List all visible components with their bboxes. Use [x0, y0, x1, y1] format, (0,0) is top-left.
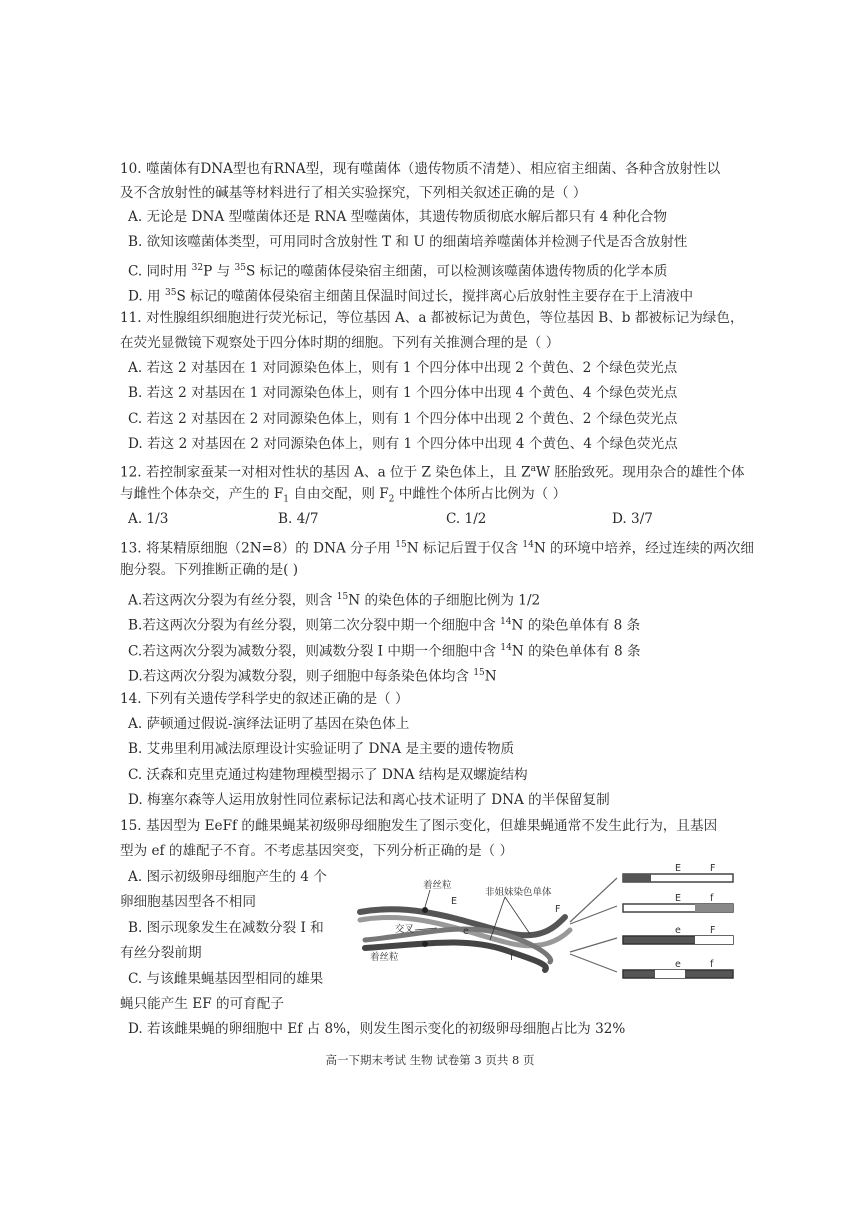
question-14-option-a: A. 萨顿通过假说-演绎法证明了基因在染色体上: [128, 716, 410, 732]
label-centromere-top: 着丝粒: [423, 880, 452, 891]
question-13-option-d: D.若这两次分裂为减数分裂，则子细胞中每条染色体均含 $^{15}$N: [128, 668, 497, 685]
question-13-option-c: C.若这两次分裂为减数分裂，则减数分裂 I 中期一个细胞中含 $^{14}$N 的染色单体有 8 条: [128, 643, 641, 660]
question-15-option-c-cont: 蝇只能产生 EF 的可育配子: [120, 996, 284, 1012]
result-3-gene-1: e: [675, 925, 681, 936]
label-centromere-bottom: 着丝粒: [370, 952, 399, 963]
question-15-option-d: D. 若该雌果蝇的卵细胞中 Ef 占 8%，则发生图示变化的初级卵母细胞占比为 32%: [128, 1021, 626, 1037]
question-11-option-a: A. 若这 2 对基因在 1 对同源染色体上，则有 1 个四分体中出现 2 个黄色、2 个绿色荧光点: [128, 360, 678, 376]
question-15-option-b: B. 图示现象发生在减数分裂 I 和: [128, 920, 324, 936]
centromere-top: [422, 907, 428, 913]
gene-label-E: E: [451, 896, 458, 907]
question-12-option-b: B. 4/7: [278, 511, 319, 527]
question-12-option-a: A. 1/3: [128, 511, 169, 527]
question-11-stem: 11. 对性腺组织细胞进行荧光标记，等位基因 A、a 都被标记为黄色，等位基因 B、b 都被标记为绿色，: [120, 310, 744, 326]
page-footer: 高一下期末考试 生物 试卷第 3 页共 8 页: [325, 1053, 535, 1067]
question-13-stem: 13. 将某精原细胞（2N=8）的 DNA 分子用 $^{15}$N 标记后置于仅含 $^{14}$N 的环境中培养，经过连续的两次细: [120, 540, 754, 557]
question-10-option-b: B. 欲知该噬菌体类型，可用同时含放射性 T 和 U 的细菌培养噬菌体并检测子代是否含放射性: [128, 234, 688, 250]
result-3-gene-2: F: [710, 925, 716, 936]
result-chromatid-4: [623, 959, 733, 978]
result-4-gene-1: e: [675, 959, 681, 970]
leader-centromere-top: [425, 890, 430, 907]
question-14-option-d: D. 梅塞尔森等人运用放射性同位素标记法和离心技术证明了 DNA 的半保留复制: [128, 792, 610, 808]
result-chromatid-3: [623, 925, 733, 944]
question-13-option-b: B.若这两次分裂为有丝分裂，则第二次分裂中期一个细胞中含 $^{14}$N 的染色单体有 8 条: [128, 617, 641, 634]
question-15-stem-cont: 型为 ef 的雄配子不育。不考虑基因突变，下列分析正确的是（ ）: [120, 843, 514, 859]
question-11-option-b: B. 若这 2 对基因在 1 对同源染色体上，则有 1 个四分体中出现 4 个黄色、4 个绿色荧光点: [128, 385, 678, 401]
question-10-stem-cont: 及不含放射性的碱基等材料进行了相关实验探究，下列相关叙述正确的是（ ）: [120, 185, 587, 201]
question-15-option-b-cont: 有丝分裂前期: [120, 945, 202, 961]
result-chromatid-1: [623, 863, 733, 882]
question-13-stem-cont: 胞分裂。下列推断正确的是( ): [120, 562, 299, 578]
result-4-gene-2: f: [710, 959, 714, 970]
question-10-option-c: C. 同时用 $^{32}$P 与 $^{35}$S 标记的噬菌体侵染宿主细菌，可以检测该噬菌体遗传物质的化学本质: [128, 263, 668, 280]
centromere-bottom: [422, 941, 428, 947]
question-11-option-c: C. 若这 2 对基因在 2 对同源染色体上，则有 1 个四分体中出现 2 个黄色、2 个绿色荧光点: [128, 411, 678, 427]
question-10-option-a: A. 无论是 DNA 型噬菌体还是 RNA 型噬菌体，其遗传物质彻底水解后都只有 4 种化合物: [128, 209, 667, 225]
crossover-diagram: [355, 862, 755, 992]
question-12-stem: 12. 若控制家蚕某一对相对性状的基因 A、a 位于 Z 染色体上，且 $Z^aW$ 胚胎致死。现用杂合的雄性个体: [120, 464, 745, 481]
question-11-stem-cont: 在荧光显微镜下观察处于四分体时期的细胞。下列有关推测合理的是（ ）: [120, 335, 560, 351]
gene-label-f: f: [510, 952, 514, 963]
question-13-option-a: A.若这两次分裂为有丝分裂，则含 $^{15}$N 的染色体的子细胞比例为 1/2: [128, 592, 541, 609]
question-15-option-a: A. 图示初级卵母细胞产生的 4 个: [128, 869, 327, 885]
question-14-option-c: C. 沃森和克里克通过构建物理模型揭示了 DNA 结构是双螺旋结构: [128, 767, 528, 783]
question-12-option-d: D. 3/7: [612, 511, 653, 527]
label-nonsister-chromatid: 非姐妹染色单体: [485, 887, 552, 898]
question-15-option-c: C. 与该雌果蝇基因型相同的雄果: [128, 971, 324, 987]
question-10-stem: 10. 噬菌体有DNA型也有RNA型，现有噬菌体（遗传物质不清楚）、相应宿主细菌、各种含放射性以: [120, 161, 721, 177]
result-2-gene-1: E: [675, 893, 682, 904]
question-14-option-b: B. 艾弗里利用减法原理设计实验证明了 DNA 是主要的遗传物质: [128, 741, 515, 757]
arrow-4: [570, 954, 617, 972]
leader-nonsister-1: [505, 897, 530, 934]
result-2-gene-2: f: [710, 893, 714, 904]
arrow-3: [570, 938, 617, 952]
label-crossover: 交叉: [395, 924, 415, 935]
question-14-stem: 14. 下列有关遗传学科学史的叙述正确的是（ ）: [120, 691, 409, 707]
question-12-option-c: C. 1/2: [446, 511, 487, 527]
result-1-gene-1: E: [675, 863, 682, 874]
gene-label-e: e: [463, 926, 469, 937]
result-1-gene-2: F: [710, 863, 716, 874]
question-10-option-d: D. 用 $^{35}$S 标记的噬菌体侵染宿主细菌且保温时间过长，搅拌离心后放射性主要存在于上清液中: [128, 288, 694, 305]
question-11-option-d: D. 若这 2 对基因在 2 对同源染色体上，则有 1 个四分体中出现 4 个黄色、4 个绿色荧光点: [128, 436, 678, 452]
question-12-stem-cont: 与雌性个体杂交，产生的 $F_1$ 自由交配，则 $F_2$ 中雌性个体所占比例为（ ）: [120, 486, 567, 505]
gene-label-F: F: [555, 904, 561, 915]
question-15-stem: 15. 基因型为 EeFf 的雌果蝇某初级卵母细胞发生了图示变化，但雄果蝇通常不发生此行为，且基因: [120, 818, 718, 834]
result-chromatid-2: [623, 893, 733, 912]
question-15-option-a-cont: 卵细胞基因型各不相同: [120, 894, 256, 910]
